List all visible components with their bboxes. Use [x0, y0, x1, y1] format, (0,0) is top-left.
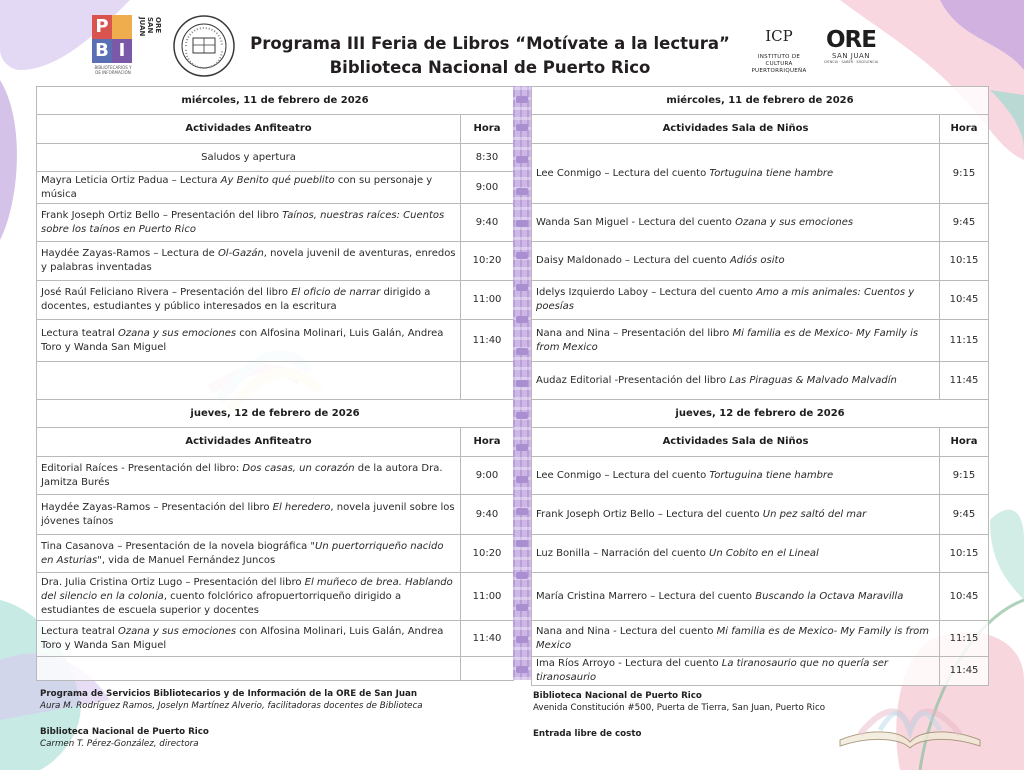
- footer-library: Biblioteca Nacional de Puerto Rico: [40, 727, 209, 737]
- time-cell: 11:45: [940, 657, 989, 686]
- column-header-activity: Actividades Sala de Niños: [532, 115, 940, 144]
- pbi-side-text: BIBLIOTECARIOS Y DE INFORMACIÓN: [94, 65, 132, 75]
- activity-cell: Frank Joseph Ortiz Bello – Presentación del libro Taínos, nuestras raíces: Cuentos sobre los taínos en Puerto Rico: [37, 204, 461, 242]
- table-row: [37, 281, 514, 320]
- column-header-activity: Actividades Anfiteatro: [37, 115, 461, 144]
- table-row: [37, 144, 514, 172]
- time-cell: 10:20: [461, 242, 514, 281]
- table-row: [532, 242, 989, 281]
- ore-word: ORE: [826, 27, 876, 53]
- activity-cell: Wanda San Miguel - Lectura del cuento Ozana y sus emociones: [532, 204, 940, 242]
- activity-cell: Frank Joseph Ortiz Bello – Lectura del cuento Un pez saltó del mar: [532, 495, 940, 535]
- ore-sub: SAN JUAN: [831, 52, 871, 60]
- table-row: [532, 362, 989, 400]
- anfiteatro-schedule-table: [36, 86, 514, 681]
- time-cell: 10:20: [461, 535, 514, 573]
- activity-cell: Lectura teatral Ozana y sus emociones con Alfosina Molinari, Luis Galán, Andrea Toro y Wanda San Miguel: [37, 320, 461, 362]
- activity-cell: Ima Ríos Arroyo - Lectura del cuento La tiranosaurio que no quería ser tiranosaurio: [532, 657, 940, 686]
- activity-cell: Nana and Nina – Presentación del libro Mi familia es de Mexico- My Family is from Mexico: [532, 320, 940, 362]
- icp-line-1: INSTITUTO DE CULTURA: [757, 54, 801, 67]
- teal-blob-right-mid: [990, 510, 1024, 600]
- activity-cell: María Cristina Marrero – Lectura del cuento Buscando la Octava Maravilla: [532, 573, 940, 621]
- sala-ninos-schedule-table: [531, 86, 989, 686]
- activity-cell: Tina Casanova – Presentación de la novela biográfica "Un puertorriqueño nacido en Asturias", vida de Manuel Fernández Juncos: [37, 535, 461, 573]
- pbi-letter-b: B: [92, 39, 112, 63]
- date-heading: miércoles, 11 de febrero de 2026: [532, 87, 989, 115]
- column-header-time: Hora: [461, 428, 514, 457]
- activity-cell: Haydée Zayas-Ramos – Lectura de Ol-Gazán, novela juvenil de aventuras, enredos y palabras inventadas: [37, 242, 461, 281]
- title-line-1: Programa III Feria de Libros “Motívate a la lectura”: [250, 34, 730, 53]
- pbi-vertical-text: ORE SAN JUAN: [138, 17, 162, 37]
- activity-cell: Daisy Maldonado – Lectura del cuento Adiós osito: [532, 242, 940, 281]
- table-row: [37, 204, 514, 242]
- activity-cell: Nana and Nina - Lectura del cuento Mi familia es de Mexico- My Family is from Mexico: [532, 621, 940, 657]
- column-header-time: Hora: [940, 115, 989, 144]
- time-cell: 10:15: [940, 242, 989, 281]
- ore-tagline: CIENCIA · SABER · EXCELENCIA: [823, 60, 879, 64]
- footer-library-right: Biblioteca Nacional de Puerto Rico: [533, 691, 702, 701]
- date-heading: jueves, 12 de febrero de 2026: [532, 400, 989, 428]
- activity-cell: Editorial Raíces - Presentación del libro: Dos casas, un corazón de la autora Dra. Jamitza Burés: [37, 457, 461, 495]
- table-row: [532, 457, 989, 495]
- time-cell: 11:15: [940, 320, 989, 362]
- book-pattern-strip: [513, 86, 531, 680]
- time-cell: 10:45: [940, 573, 989, 621]
- date-heading: jueves, 12 de febrero de 2026: [37, 400, 514, 428]
- footer-right: [533, 690, 893, 740]
- time-cell: 9:00: [461, 457, 514, 495]
- time-cell: 11:40: [461, 621, 514, 657]
- time-cell: 10:15: [940, 535, 989, 573]
- time-cell: 9:40: [461, 495, 514, 535]
- table-row: [37, 457, 514, 495]
- table-row: [532, 281, 989, 320]
- table-row: [532, 204, 989, 242]
- table-row: [37, 621, 514, 657]
- time-cell: 9:45: [940, 204, 989, 242]
- footer-program: Programa de Servicios Bibliotecarios y de Información de la ORE de San Juan: [40, 689, 418, 699]
- activity-cell: Dra. Julia Cristina Ortiz Lugo – Presentación del libro El muñeco de brea. Hablando del silencio en la colonia, cuento folclórico afropuertorriqueño dirigido a estudiantes de escuela superior y docentes: [37, 573, 461, 621]
- footer-entry: Entrada libre de costo: [533, 729, 642, 739]
- date-heading: miércoles, 11 de febrero de 2026: [37, 87, 514, 115]
- icp-logo: [748, 18, 810, 80]
- column-header-time: Hora: [461, 115, 514, 144]
- table-row: [37, 242, 514, 281]
- time-cell: 8:30: [461, 144, 514, 172]
- table-row-empty: [37, 362, 514, 400]
- table-row: [532, 573, 989, 621]
- time-cell: 9:00: [461, 172, 514, 204]
- footer-address: Avenida Constitución #500, Puerta de Tierra, San Juan, Puerto Rico: [533, 703, 826, 713]
- icp-line-2: PUERTORRIQUEÑA: [751, 68, 807, 74]
- table-row: [532, 535, 989, 573]
- table-row: [532, 657, 989, 686]
- table-row: [532, 320, 989, 362]
- footer-director: Carmen T. Pérez-González, directora: [40, 739, 199, 749]
- activity-cell: Audaz Editorial -Presentación del libro Las Piraguas & Malvado Malvadín: [532, 362, 940, 400]
- time-cell: 11:40: [461, 320, 514, 362]
- ore-logo: [820, 28, 882, 65]
- time-cell: 9:45: [940, 495, 989, 535]
- time-cell: 11:45: [940, 362, 989, 400]
- column-header-activity: Actividades Sala de Niños: [532, 428, 940, 457]
- activity-cell: José Raúl Feliciano Rivera – Presentación del libro El oficio de narrar dirigido a docentes, estudiantes y público interesados en la escritura: [37, 281, 461, 320]
- time-cell: 11:15: [940, 621, 989, 657]
- university-seal-icon: [172, 14, 236, 78]
- activity-cell: Idelys Izquierdo Laboy – Lectura del cuento Amo a mis animales: Cuentos y poesías: [532, 281, 940, 320]
- table-row: [532, 495, 989, 535]
- time-cell: 10:45: [940, 281, 989, 320]
- purple-swirl-left: [0, 80, 17, 240]
- footer-left: [40, 688, 480, 750]
- table-row: [37, 573, 514, 621]
- pbi-block: [112, 15, 132, 39]
- pbi-letter-p: P: [92, 15, 112, 39]
- pbi-letter-i: I: [112, 39, 132, 63]
- activity-cell: Lee Conmigo – Lectura del cuento Tortuguina tiene hambre: [532, 144, 940, 204]
- column-header-activity: Actividades Anfiteatro: [37, 428, 461, 457]
- table-row: [37, 495, 514, 535]
- table-row: [37, 172, 514, 204]
- table-row: [532, 621, 989, 657]
- time-cell: 9:15: [940, 144, 989, 204]
- activity-cell: Luz Bonilla – Narración del cuento Un Cobito en el Lineal: [532, 535, 940, 573]
- table-row: [37, 320, 514, 362]
- icp-mark: ICP: [765, 27, 793, 45]
- time-cell: 11:00: [461, 281, 514, 320]
- table-row: [37, 535, 514, 573]
- activity-cell: Lee Conmigo – Lectura del cuento Tortuguina tiene hambre: [532, 457, 940, 495]
- table-row: [532, 144, 989, 204]
- table-row-empty: [37, 657, 514, 681]
- time-cell: 9:15: [940, 457, 989, 495]
- activity-cell: Mayra Leticia Ortiz Padua – Lectura Ay Benito qué pueblito con su personaje y música: [37, 172, 461, 204]
- title-line-2: Biblioteca Nacional de Puerto Rico: [329, 58, 651, 77]
- time-cell: 11:00: [461, 573, 514, 621]
- time-cell: 9:40: [461, 204, 514, 242]
- activity-cell: Lectura teatral Ozana y sus emociones con Alfosina Molinari, Luis Galán, Andrea Toro y Wanda San Miguel: [37, 621, 461, 657]
- activity-cell: Saludos y apertura: [37, 144, 461, 172]
- page-title: [240, 32, 740, 80]
- activity-cell: Haydée Zayas-Ramos – Presentación del libro El heredero, novela juvenil sobre los jóvenes taínos: [37, 495, 461, 535]
- footer-facilitators: Aura M. Rodríguez Ramos, Joselyn Martínez Alverio, facilitadoras docentes de Biblioteca: [40, 701, 423, 711]
- column-header-time: Hora: [940, 428, 989, 457]
